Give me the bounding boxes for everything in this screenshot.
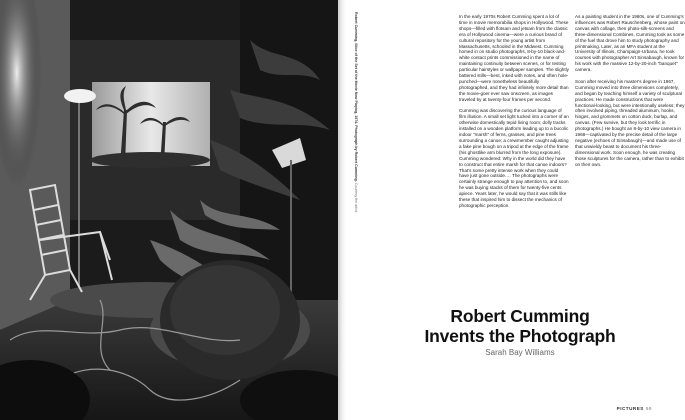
body-paragraph: Soon after receiving his master's degree in 1967, Cumming moved into three dimensions completely, and began by teaching himself a variety of sculptural practices. He made constructions that were functional-looking, but were intentionally useless; they often involved piping, threaded aluminum, hooks, hinges, and grommets on cotton duck, burlap, and canvas. (Few survive, but they look terrific in photographs.) He bought an 8-by-10 view camera in 1968—captivated by the precise detail of the large negative (echoes of Sinsabaugh)—and made use of that unwieldy beast to document his three-dimensional work. Soon enough, he was creating those sculptures for the camera, rather than to exhibit on their own. [575,78,685,167]
author-byline: Sarah Bay Williams [485,348,555,357]
body-paragraph: As a painting student in the 1960s, one of Cumming's influences was Robert Rauschenberg, whose paint on canvas with collage, then photo-silk-screens and three-dimensional Combines, Cumming took as some of the fuel that drove him to study photography and printmaking. Later, as an MFA student at the University of Illinois, Champaign-Urbana, he took courses with photographer Art Sinsabaugh, known for his work with the massive 12-by-20-inch "banquet" camera. [575,14,685,73]
article-title [390,306,650,346]
page-number: 99 [645,406,652,411]
photo-caption [352,12,359,212]
body-paragraph: Cumming was discovering the curious language of film illusion. A small set light tucked into a corner of an otherwise domestically tepid living room; dolly tracks installed on a wooden platform leading up to a bucolic indoor "marsh" of ferns, grasses, and pine trees surrounding a canoe; a crewmember caught adjusting a fake pine bough on a tripod at the edge of the frame (his ghostlike arm blurred from the long exposure). Cumming wondered: Why in the world did they have to construct that entire marsh for that canoe indoors? That's some pretty intense work when they could have just gone outside.… The photographs were certainly strange enough to pay attention to, and soon he was buying stacks of them for twenty-five cents apiece. Years later, he would say that it was stills like these that inspired him to dissect the mechanics of photographic perception. [459,108,569,208]
set-photograph-image [0,0,338,420]
page-folio [617,406,652,411]
caption-text: Robert Cumming, Slice of the Set of the Movie Now Playing, 1974. Photograph by Robert Cumming. [354,12,358,182]
page-gutter [338,0,346,420]
body-column-2 [575,14,685,173]
body-column-1 [459,14,569,215]
section-name: PICTURES [616,406,644,411]
set-photograph [0,0,338,420]
caption-credit: Courtesy the artist. [354,182,358,213]
title-line-2: Invents the Photograph [424,326,616,346]
title-line-1: Robert Cumming [450,306,590,326]
body-paragraph: In the early 1970s Robert Cumming spent a lot of time in movie memorabilia shops in Hollywood. These shops—filled with flotsam and jetsam from the classic era of Hollywood cinema—were a curious brand of cultural repository for the young artist from Massachusetts, schooled in the Midwest. Cumming homed in on studio photographs, 8-by-10 black-and-white contact prints commissioned in the name of maintaining continuity between scenes, or for testing particular hairstyles or wallpaper samples. The slightly battered stills—bent, inked with notes, and often hole-punched—were nonetheless beautifully photographed, and they had infinitely more detail than the movie-goer ever saw onscreen, as images traveled by at twenty-four frames per second. [459,14,569,102]
